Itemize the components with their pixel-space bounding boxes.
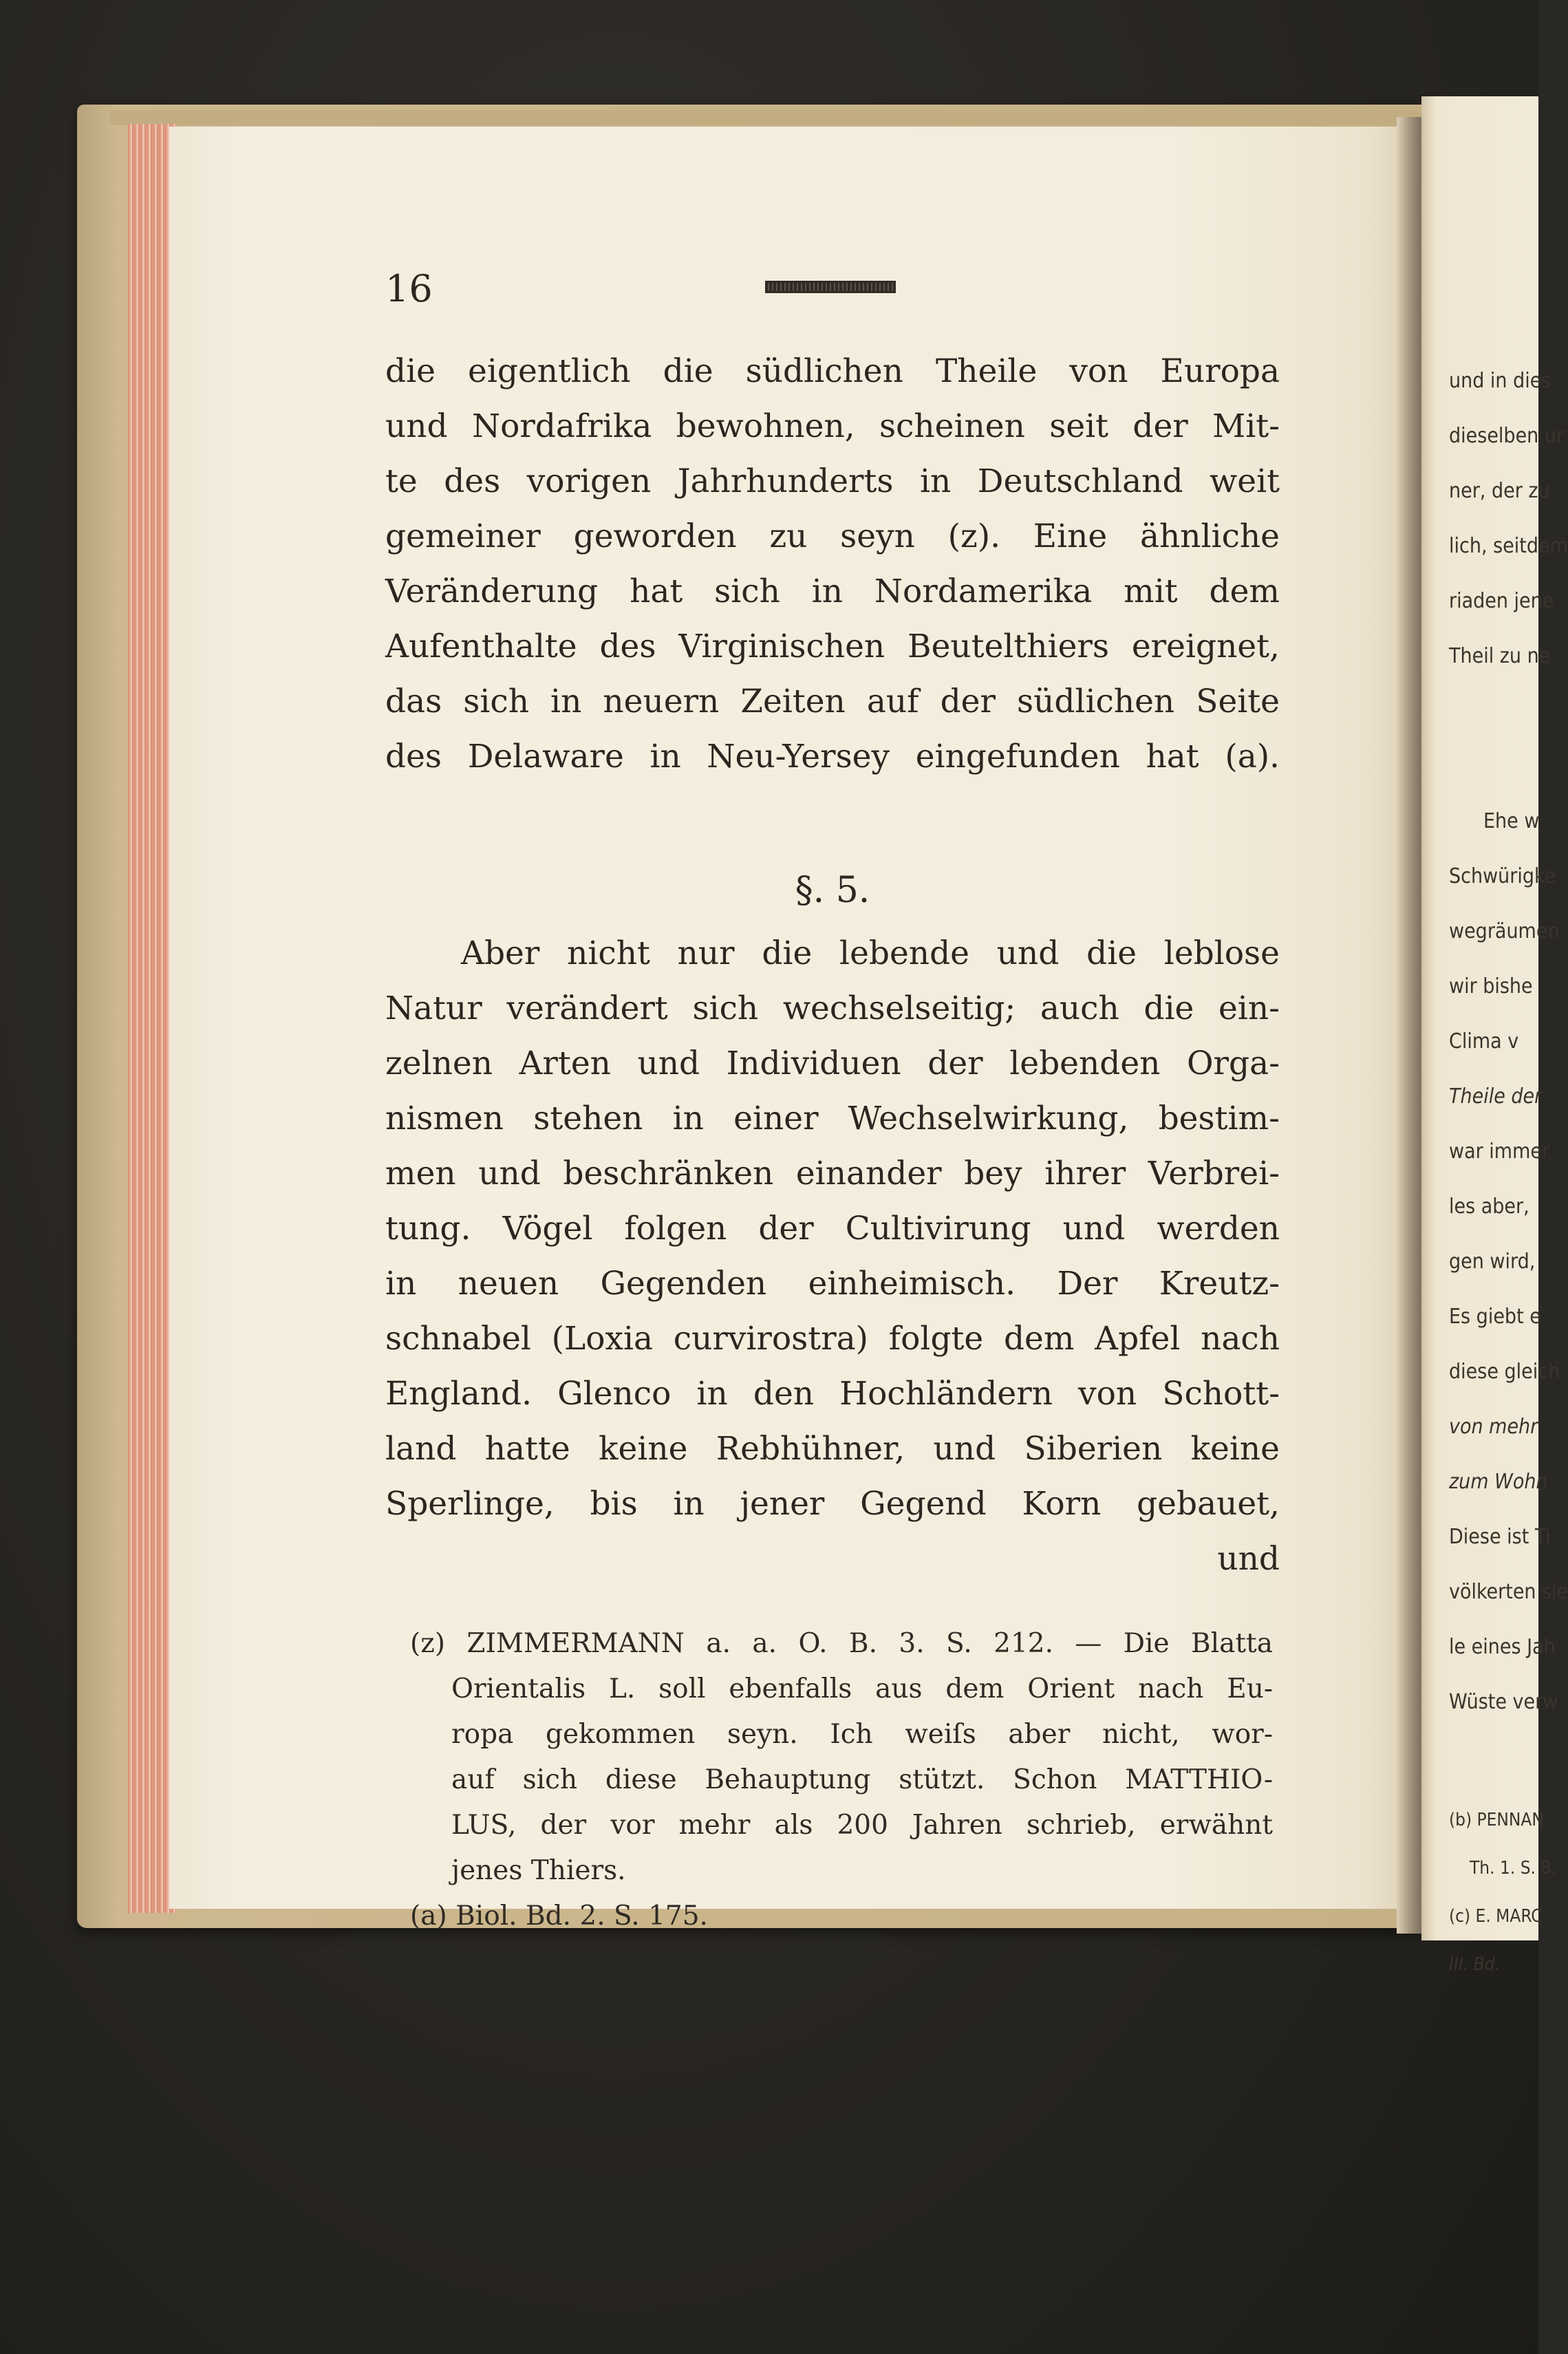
text-line: nismen stehen in einer Wechselwirkung, bestim-	[385, 1100, 1280, 1137]
footnote-line: LUS, der vor mehr als 200 Jahren schrieb, erwähnt	[451, 1810, 1273, 1841]
footnote-line: ropa gekommen seyn. Ich weiſs aber nicht, wor-	[451, 1719, 1273, 1750]
facing-text-fragment: les aber,	[1449, 1195, 1529, 1219]
header-ornament-rule	[765, 281, 896, 293]
facing-text-fragment: Th. 1. S. 8.	[1470, 1858, 1556, 1879]
facing-page	[1421, 96, 1568, 1975]
facing-text-fragment: zum Wohn	[1449, 1470, 1548, 1494]
facing-text-fragment: von mehr	[1449, 1415, 1538, 1439]
facing-text-fragment: ner, der zu	[1449, 479, 1550, 503]
text-line: gemeiner geworden zu seyn (z). Eine ähnliche	[385, 517, 1280, 555]
facing-text-fragment: Schwürigke	[1449, 864, 1556, 888]
facing-text-fragment: le eines Jah	[1449, 1635, 1556, 1659]
text-line: die eigentlich die südlichen Theile von Europa	[385, 352, 1280, 390]
facing-text-fragment: (b) PENNAN	[1449, 1810, 1544, 1830]
paragraph-1	[385, 344, 1280, 784]
text-line: te des vorigen Jahrhunderts in Deutschland weit	[385, 462, 1280, 500]
footnote-line: auf sich diese Behauptung stützt. Schon MATTHIO-	[451, 1764, 1273, 1795]
text-line: Aufenthalte des Virginischen Beutelthiers ereignet,	[385, 628, 1280, 665]
facing-text-fragment: Ehe w	[1483, 809, 1540, 833]
text-line: das sich in neuern Zeiten auf der südlichen Seite	[385, 683, 1280, 720]
footnotes	[410, 1621, 1273, 1939]
footnote-line: Orientalis L. soll ebenfalls aus dem Orient nach Eu-	[451, 1673, 1273, 1704]
facing-text-fragment: (c) E. MARC	[1449, 1906, 1543, 1927]
facing-text-fragment: Es giebt e	[1449, 1305, 1541, 1329]
footnote-line: jenes Thiers.	[451, 1855, 626, 1886]
facing-text-fragment: gen wird,	[1449, 1250, 1536, 1274]
text-line: Aber nicht nur die lebende und die leblose	[461, 934, 1280, 972]
cover-top-edge	[110, 110, 1424, 125]
facing-text-fragment: war immer	[1449, 1139, 1550, 1164]
facing-text-fragment: wir bishe	[1449, 974, 1533, 998]
text-line: des Delaware in Neu-Yersey eingefunden hat (a).	[385, 738, 1280, 775]
text-line: tung. Vögel folgen der Cultivirung und werden	[385, 1210, 1280, 1248]
facing-text-fragment: Theile der	[1449, 1084, 1543, 1109]
catchword: und	[1217, 1540, 1280, 1578]
facing-text-fragment: diese gleich	[1449, 1360, 1560, 1384]
text-line: Veränderung hat sich in Nordamerika mit dem	[385, 573, 1280, 610]
facing-text-fragment: lich, seitdem	[1449, 534, 1568, 558]
text-line: zelnen Arten und Individuen der lebenden Orga-	[385, 1045, 1280, 1082]
facing-text-fragment: III. Bd.	[1449, 1954, 1500, 1975]
text-line: in neuen Gegenden einheimisch. Der Kreutz-	[385, 1265, 1280, 1303]
text-line: land hatte keine Rebhühner, und Siberien keine	[385, 1430, 1280, 1468]
text-line: men und beschränken einander bey ihrer Verbrei-	[385, 1155, 1280, 1192]
page-number: 16	[385, 267, 433, 310]
facing-text-fragment: wegräumen	[1449, 919, 1560, 943]
text-line: England. Glenco in den Hochländern von Schott-	[385, 1375, 1280, 1413]
facing-text-fragment: Wüste verw	[1449, 1690, 1558, 1714]
facing-text-fragment: völkerten sie	[1449, 1580, 1568, 1604]
text-line: Natur verändert sich wechselseitig; auch die ein-	[385, 989, 1280, 1027]
facing-text-fragment: Clima v	[1449, 1029, 1519, 1053]
facing-text-fragment: Diese ist Ti	[1449, 1525, 1551, 1549]
facing-text-fragment: Theil zu ne	[1449, 644, 1551, 668]
facing-text-fragment: und in dies	[1449, 369, 1551, 393]
text-line: Sperlinge, bis in jener Gegend Korn gebauet,	[385, 1485, 1280, 1523]
text-line: schnabel (Loxia curvirostra) folgte dem Apfel nach	[385, 1320, 1280, 1358]
facing-text-fragment: dieselben ur	[1449, 424, 1565, 448]
section-heading: §. 5.	[795, 870, 870, 911]
text-line: und Nordafrika bewohnen, scheinen seit der Mit-	[385, 407, 1280, 445]
footnote-line: (z) ZIMMERMANN a. a. O. B. 3. S. 212. — Die Blatta	[410, 1628, 1273, 1659]
footnote-line: (a) Biol. Bd. 2. S. 175.	[410, 1901, 708, 1932]
facing-text-fragment: riaden jene	[1449, 589, 1554, 613]
paragraph-2	[385, 926, 1280, 1587]
